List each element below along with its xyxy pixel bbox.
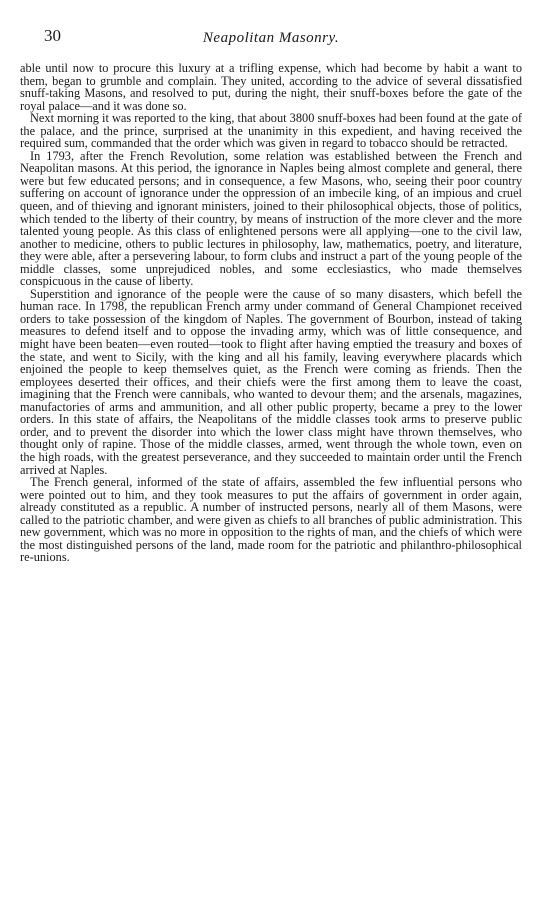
paragraph-1798: Superstition and ignorance of the people were the cause of so many disasters, which befell the human race. In 1798, the republican French army under command of General Championet received orders to take possession of the kingdom of Naples. The government of Bourbon, instead of taking measures to defend itself and to oppose the invading army, which was of little consequence, and might have been beaten—even routed—took to flight after having emptied the treasury and boxes of the state, and went to Sicily, with the king and all his family, leaving everywhere placards which enjoined the people to keep themselves quiet, as the French were coming as friends. Then the employees deserted their offices, and their chiefs were the first among them to leave the coast, imagining that the French were cannibals, who wanted to devour them; and the arsenals, magazines, manufactories of arms and ammunition, and all other public property, became a prey to the lower orders. In this state of affairs, the Neapolitans of the middle classes took arms to preserve public order, and to prevent the disorder into which the lower class might have thrown themselves, who thought only of rapine. Those of the middle classes, armed, went through the whole town, even on the high roads, with the greatest perseverance, and they succeeded to maintain order until the French arrived at Naples.: [20, 286, 522, 477]
book-page: [20, 26, 522, 564]
page-number: 30: [44, 26, 61, 45]
running-title: Neapolitan Masonry.: [202, 30, 340, 46]
paragraph-continuation: able until now to procure this luxury at a trifling expense, which had become by habit a want to them, began to grumble and complain. They united, according to the advice of several dissatisfied snuff-taking Masons, and resolved to put, during the night, their snuff-boxes before the gate of the royal palace—and it was done so.: [20, 61, 522, 113]
paragraph-1793: In 1793, after the French Revolution, some relation was established between the French and Neapolitan masons. At this period, the ignorance in Naples being almost complete and general, there were but few educated persons; and in consequence, a few Masons, who, seeing their poor country suffering on account of ignorance under the oppression of an imbecile king, of an impious and cruel queen, and of thieving and ignorant ministers, joined to their philosophical objects, those of politics, which tended to the liberty of their country, by means of instruction of the more clever and the more talented young people. As this class of enlightened persons were all applying—one to the civil law, another to medicine, others to public lectures in philosophy, law, mathematics, poetry, and literature, they were able, after a persevering labour, to form clubs and instruct a part of the young people of the middle classes, some unprejudiced nobles, and some ecclesiastics, who made themselves conspicuous in the cause of liberty.: [20, 148, 522, 289]
paragraph-snuff-boxes: Next morning it was reported to the king, that about 3800 snuff-boxes had been found at the gate of the palace, and the prince, surprised at the unanimity in this expedient, and having received the required sum, commanded that the order which was given in regard to tobacco should be retracted.: [20, 111, 522, 151]
paragraph-french-general: The French general, informed of the state of affairs, assembled the few influential persons who were pointed out to him, and they took measures to put the affairs of government in order again, already constituted as a republic. A number of instructed persons, nearly all of them Masons, were called to the patriotic chamber, and were given as chiefs to all branches of public administration. This new government, which was no more in opposition to the rights of man, and the chiefs of which were the most distinguished persons of the land, made room for the patriotic and philanthro-philosophical re-unions.: [20, 475, 522, 565]
body-text: [20, 62, 522, 564]
running-head: [20, 26, 522, 48]
